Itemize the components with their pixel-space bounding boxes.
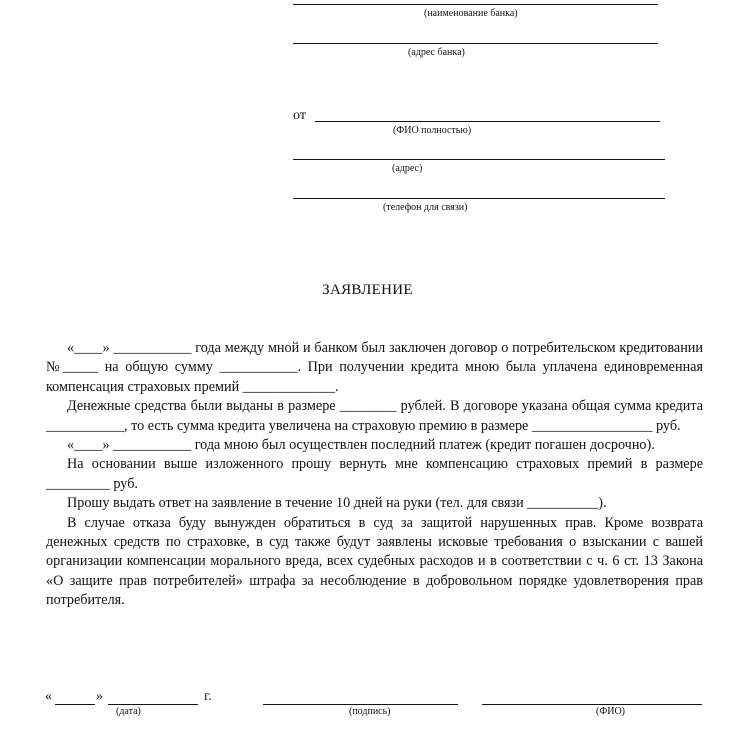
name-caption: (ФИО) [596, 706, 626, 717]
date-month-line [108, 704, 198, 705]
phone-caption: (телефон для связи) [383, 202, 468, 213]
date-close-quote: » [96, 689, 103, 704]
document-title: ЗАЯВЛЕНИЕ [322, 282, 413, 298]
paragraph-request: На основании выше изложенного прошу вернуть мне компенсацию страховых премий в размере _________ руб. [46, 456, 703, 492]
bank-name-line [293, 4, 658, 5]
address-line [293, 159, 665, 160]
paragraph-last-payment: «____» ___________ года мною был осуществлен последний платеж (кредит погашен досрочно). [67, 437, 655, 454]
year-label: г. [204, 689, 212, 704]
date-open-quote: « [45, 689, 52, 704]
paragraph-court-warning: В случае отказа буду вынужден обратиться в суд за защитой нарушенных прав. Кроме возврата денежных средств по страховке, в суд также будут заявлены исковые требования о взыскании с вашей организации компенсации морального вреда, всех судебных расходов и в соответствии с ч. 6 ст. 13 Закона «О защите прав потребителей» штрафа за несоблюдение в добровольном порядке удовлетворения прав потребителя. [46, 514, 703, 609]
statement-body [46, 339, 703, 611]
name-line [482, 704, 702, 705]
bank-address-line [293, 43, 658, 44]
full-name-caption: (ФИО полностью) [393, 125, 472, 136]
bank-name-caption: (наименование банка) [424, 8, 518, 19]
signature-caption: (подпись) [349, 706, 391, 717]
date-caption: (дата) [116, 706, 141, 717]
date-day-line [55, 704, 95, 705]
paragraph-response-deadline: Прошу выдать ответ на заявление в течение 10 дней на руки (тел. для связи __________). [67, 495, 607, 512]
address-caption: (адрес) [392, 163, 423, 174]
phone-line [293, 198, 665, 199]
from-label: от [293, 108, 306, 123]
paragraph-loan-amount: Денежные средства были выданы в размере ________ рублей. В договоре указана общая сумма кредита ___________, то есть сумма кредита увеличена на страховую премию в размере _________________ руб. [46, 398, 703, 434]
bank-address-caption: (адрес банка) [408, 47, 465, 58]
full-name-line [315, 121, 660, 122]
paragraph-contract: «____» ___________ года между мной и банком был заключен договор о потребительском кредитовании №_____ на общую сумму ___________. При получении кредита мною была уплачена единовременная компенсация страховых премий _____________. [46, 340, 703, 395]
signature-line [263, 704, 458, 705]
